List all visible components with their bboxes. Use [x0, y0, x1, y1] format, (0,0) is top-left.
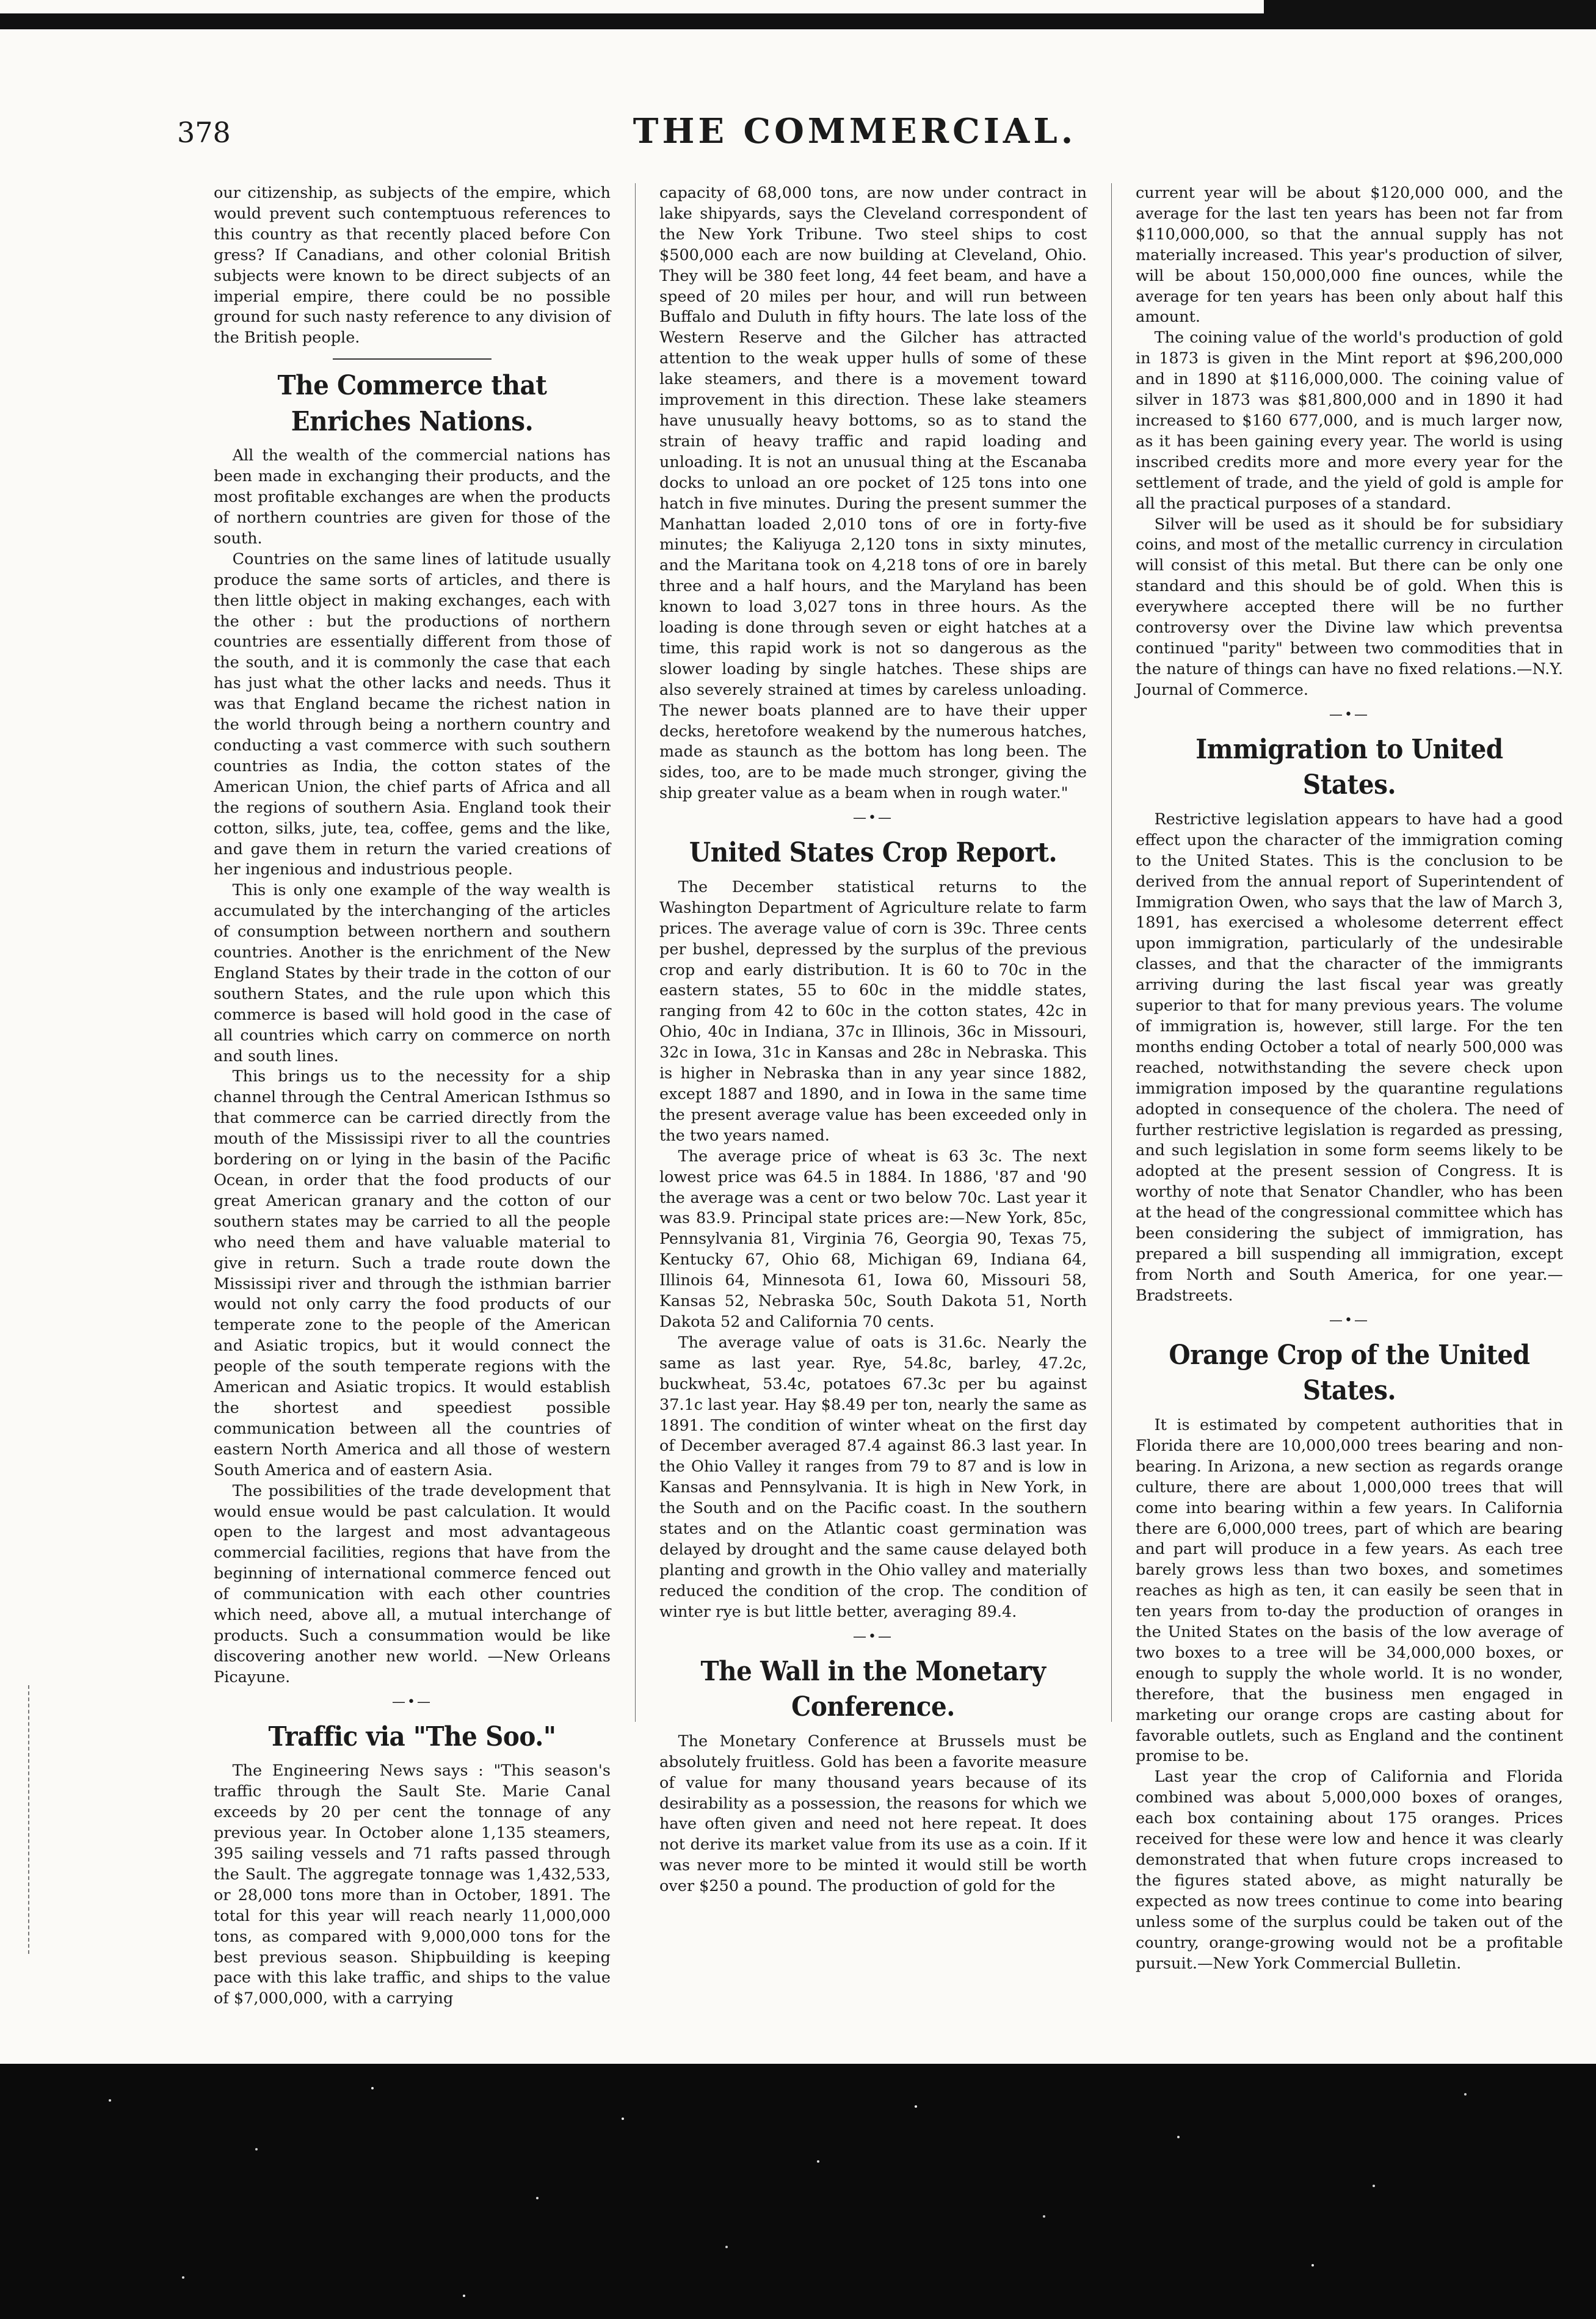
- ornament-divider: —•—: [392, 1694, 432, 1710]
- headline-crop-report: United States Crop Report.: [689, 837, 1057, 869]
- paragraph: This is only one example of the way wealth is accumulated by the interchanging of the articles of consumption between northern and southern countries. Another is the enrichment of the New England States by their trade in the cotton of our southern States, and the rule upon which this commerce is based will hold good in the case of all countries which carry on commerce on north and south lines.: [214, 881, 611, 1065]
- scan-speckles: [0, 2064, 1596, 2319]
- paragraph: Last year the crop of California and Florida combined was about 5,000,000 boxes of oranges, each box containing about 175 oranges. Prices received for these were low and hence it was clearly demonstrated that when future crops increased to the figures stated above, as might naturally be expected as now trees continue to come into bearing unless some of the surplus could be taken out of the country, orange-growing would not be a profitable pursuit.—New York Commercial Bulletin.: [1136, 1768, 1563, 1973]
- bottom-scan-band: [0, 2064, 1596, 2319]
- headline-commerce: The Commerce that Enriches Nations.: [277, 370, 547, 437]
- paragraph: The average value of oats is 31.6c. Nearly the same as last year. Rye, 54.8c, barley, 47.2c, buckwheat, 53.4c, potatoes 67.3c per bu against 37.1c last year. Hay $8.49 per ton, nearly the same as 1891. The condition of winter wheat on the first day of December averaged 87.4 against 86.3 last year. In the Ohio Valley it ranges from 79 to 87 and is low in Kansas and Pennsylvania. It is high in New York, in the South and on the Pacific coast. In the southern states and on the Atlantic coast germination was delayed by drought and the same cause delayed both planting and growth in the Ohio valley and materially reduced the condition of the crop. The condition of winter rye is but little better, averaging 89.4.: [659, 1333, 1087, 1621]
- column-rule-1: [635, 183, 636, 1722]
- column-rule-2: [1111, 183, 1112, 1722]
- paragraph: The possibilities of the trade development that would ensue would be past calculation. It would open to the largest and most advantageous commercial facilities, regions that have from the beginning of international commerce fenced out of communication with each other countries which need, above all, a mutual interchange of products. Such a consummation would be like discovering another new world. —New Orleans Picayune.: [214, 1481, 611, 1686]
- paragraph: The Engineering News says : "This season's traffic through the Sault Ste. Marie Canal exceeds by 20 per cent the tonnage of any previous year. In October alone 1,135 steamers, 395 sailing vessels and 71 rafts passed through the Sault. The aggregate tonnage was 1,432,533, or 28,000 tons more than in October, 1891. The total for this year will reach nearly 11,000,000 tons, as compared with 9,000,000 tons for the best previous season. Shipbuilding is keeping pace with this lake traffic, and ships to the value of $7,000,000, with a carrying: [214, 1762, 611, 2008]
- paragraph: The Monetary Conference at Brussels must be absolutely fruitless. Gold has been a favorite measure of value for many thousand years because of its desirability as a possession, the reasons for which we have often given and need not here repeat. It does not derive its market value from its use as a coin. If it was never more to be minted it would still be worth over $250 a pound. The production of gold for the: [659, 1732, 1087, 1896]
- paragraph: Restrictive legislation appears to have had a good effect upon the character of the immigration coming to the United States. This is the conclusion to be derived from the annual report of Superintendent of Immigration Owen, who says that the law of March 3, 1891, has exercised a wholesome deterrent effect upon immigration, particularly of the undesirable classes, and that the character of the immigrants arriving during the last fiscal year was greatly superior to that for many previous years. The volume of immigration is, however, still large. For the ten months ending October a total of nearly 500,000 was reached, notwithstanding the severe check upon immigration imposed by the quarantine regulations adopted in consequence of the cholera. The need of further restrictive legislation is regarded as pressing, and such legislation in some form seems likely to be adopted at the present session of Congress. It is worthy of note that Senator Chandler, who has been at the head of the congressional committee which has been considering the subject of immigration, has prepared a bill suspending all immigration, except from North and South America, for one year.— Bradstreets.: [1136, 810, 1563, 1305]
- paragraph: The December statistical returns to the Washington Department of Agriculture relate to farm prices. The average value of corn is 39c. Three cents per bushel, depressed by the surplus of the previous crop and early distribution. It is 60 to 70c in the eastern states, 55 to 60c in the middle states, ranging from 42 to 60c in the cotton states, 42c in Ohio, 40c in Indiana, 37c in Illinois, 36c in Missouri, 32c in Iowa, 31c in Kansas and 28c in Nebraska. This is higher in Nebraska than in any year since 1882, except 1887 and 1890, and in Iowa in the same time the present average value has been exceeded only in the two years named.: [659, 877, 1087, 1145]
- paragraph: capacity of 68,000 tons, are now under contract in lake shipyards, says the Cleveland correspondent of the New York Tribune. Two steel ships to cost $500,000 each are now building at Cleveland, Ohio. They will be 380 feet long, 44 feet beam, and have a speed of 20 miles per hour, and will run between Buffalo and Duluth in fifty hours. The late loss of the Western Reserve and the Gilcher has attracted attention to the weak upper hulls of some of these lake steamers, and there is a movement toward improvement in this direction. These lake steamers have unusually heavy bottoms, so as to stand the strain of heavy traffic and rapid loading and unloading. It is not an unusual thing at the Escanaba docks to unload an ore pocket of 125 tons into one hatch in five minutes. During the present summer the Manhattan loaded 2,010 tons of ore in forty-five minutes; the Kaliyuga 2,120 tons in sixty minutes, and the Maritana took on 4,218 tons of ore in barely three and a half hours, and the Maryland has been known to load 3,027 tons in three hours. As the loading is done through seven or eight hatches at a time, this rapid work is not so dangerous as the slower loading by single hatches. These ships are also severely strained at times by careless unloading. The newer boats planned are to have their upper decks, heretofore weakend by the numerous hatches, made as staunch as the bottom has long been. The sides, too, are to be made much stronger, giving the ship greater value as a beam when in rough water.": [659, 184, 1087, 803]
- column-1: [214, 183, 611, 2009]
- ornament-divider: —•—: [853, 810, 893, 826]
- paragraph: All the wealth of the commercial nations has been made in exchanging their products, and the most profitable exchanges are when the products of northern countries are given for those of the south.: [214, 446, 611, 548]
- paragraph: The coining value of the world's production of gold in 1873 is given in the Mint report at $96,200,000 and in 1890 at $116,000,000. The coining value of silver in 1873 was $81,800,000 and in 1890 it had increased to $160 677,000, and is much larger now, as it has been gaining every year. The world is using inscribed credits more and more every year for the settlement of trade, and the yield of gold is ample for all the practical purposes of a standard.: [1136, 328, 1563, 513]
- page-number: 378: [177, 116, 231, 149]
- masthead-title: THE COMMERCIAL.: [633, 111, 1077, 151]
- headline-soo: Traffic via "The Soo.": [268, 1721, 556, 1752]
- headline-monetary: The Wall in the Monetary Conference.: [700, 1655, 1046, 1723]
- top-edge-paper: [0, 0, 1264, 13]
- paragraph: It is estimated by competent authorities that in Florida there are 10,000,000 trees bearing and non-bearing. In Arizona, a new section as regards orange culture, there are about 1,000,000 trees that will come into bearing within a few years. In California there are 6,000,000 trees, part of which are bearing and part will produce in a few years. As each tree barely grows less than two boxes, and sometimes reaches as high as ten, it can easily be seen that in ten years from to-day the production of oranges in the United States on the basis of the low average of two boxes to a tree will be 34,000,000 boxes, or enough to supply the whole world. It is no wonder, therefore, that the business men engaged in marketing our orange crops are casting about for favorable outlets, such as England and the continent promise to be.: [1136, 1415, 1563, 1766]
- column-3: [1136, 183, 1563, 1974]
- headline-immigration: Immigration to United States.: [1195, 733, 1503, 801]
- paragraph: our citizenship, as subjects of the empire, which would prevent such contemptuous references to this country as that recently placed before Con gress? If Canadians, and other colonial British subjects were known to be direct subjects of an imperial empire, there could be no possible ground for such nasty reference to any division of the British people.: [214, 184, 611, 347]
- column-2: [659, 183, 1087, 1897]
- ornament-divider: —•—: [853, 1628, 893, 1644]
- page-header: [0, 111, 1596, 165]
- section-rule: [333, 358, 491, 360]
- paragraph: This brings us to the necessity for a ship channel through the Central American Isthmus so that commerce can be carried directly from the mouth of the Mississipi river to all the countries bordering on or lying in the basin of the Pacific Ocean, in order that the food products of our great American granary and the cotton of our southern states may be carried to all the people who need them and have valuable material to give in return. Such a trade route down the Mississipi river and through the isthmian barrier would not only carry the food products of our temperate zone to the people of the American and Asiatic tropics, but it would connect the people of the south temperate regions with the American and Asiatic tropics. It would establish the shortest and speediest possible communication between all the countries of eastern North America and all those of western South America and of eastern Asia.: [214, 1067, 611, 1479]
- paragraph: Silver will be used as it should be for subsidiary coins, and most of the metallic currency in circulation will consist of this metal. But there can be only one standard and this should be of gold. When this is everywhere accepted there will be no further controversy over the Divine law which preventsa continued "parity" between two commodities that in the nature of things can have no fixed relations.—N.Y. Journal of Commerce.: [1136, 515, 1563, 699]
- left-margin-marks: [28, 1685, 31, 1954]
- paragraph: Countries on the same lines of latitude usually produce the same sorts of articles, and there is then little object in making exchanges, each with the other : but the productions of northern countries are essentially different from those of the south, and it is commonly the case that each has just what the other lacks and needs. Thus it was that England became the richest nation in the world through being a northern country and conducting a vast commerce with such southern countries as India, the cotton states of the American Union, the chief parts of Africa and all the regions of southern Asia. England took their cotton, silks, jute, tea, coffee, gems and the like, and gave them in return the varied creations of her ingenious and industrious people.: [214, 550, 611, 879]
- ornament-divider: —•—: [1329, 1312, 1369, 1328]
- paragraph: The average price of wheat is 63 3c. The next lowest price was 64.5 in 1884. In 1886, '87 and '90 the average was a cent or two below 70c. Last year it was 83.9. Principal state prices are:—New York, 85c, Pennsylvania 81, Virginia 76, Georgia 90, Texas 75, Kentucky 67, Ohio 68, Michigan 69, Indiana 64, Illinois 64, Minnesota 61, Iowa 60, Missouri 58, Kansas 52, Nebraska 50c, South Dakota 51, North Dakota 52 and California 70 cents.: [659, 1147, 1087, 1331]
- ornament-divider: —•—: [1329, 706, 1369, 722]
- headline-orange-crop: Orange Crop of the United States.: [1169, 1339, 1530, 1407]
- paragraph: current year will be about $120,000 000, and the average for the last ten years has been not far from $110,000,000, so that the annual supply has not materially increased. This year's production of silver, will be about 150,000,000 fine ounces, while the average for ten years has been only about half this amount.: [1136, 184, 1563, 327]
